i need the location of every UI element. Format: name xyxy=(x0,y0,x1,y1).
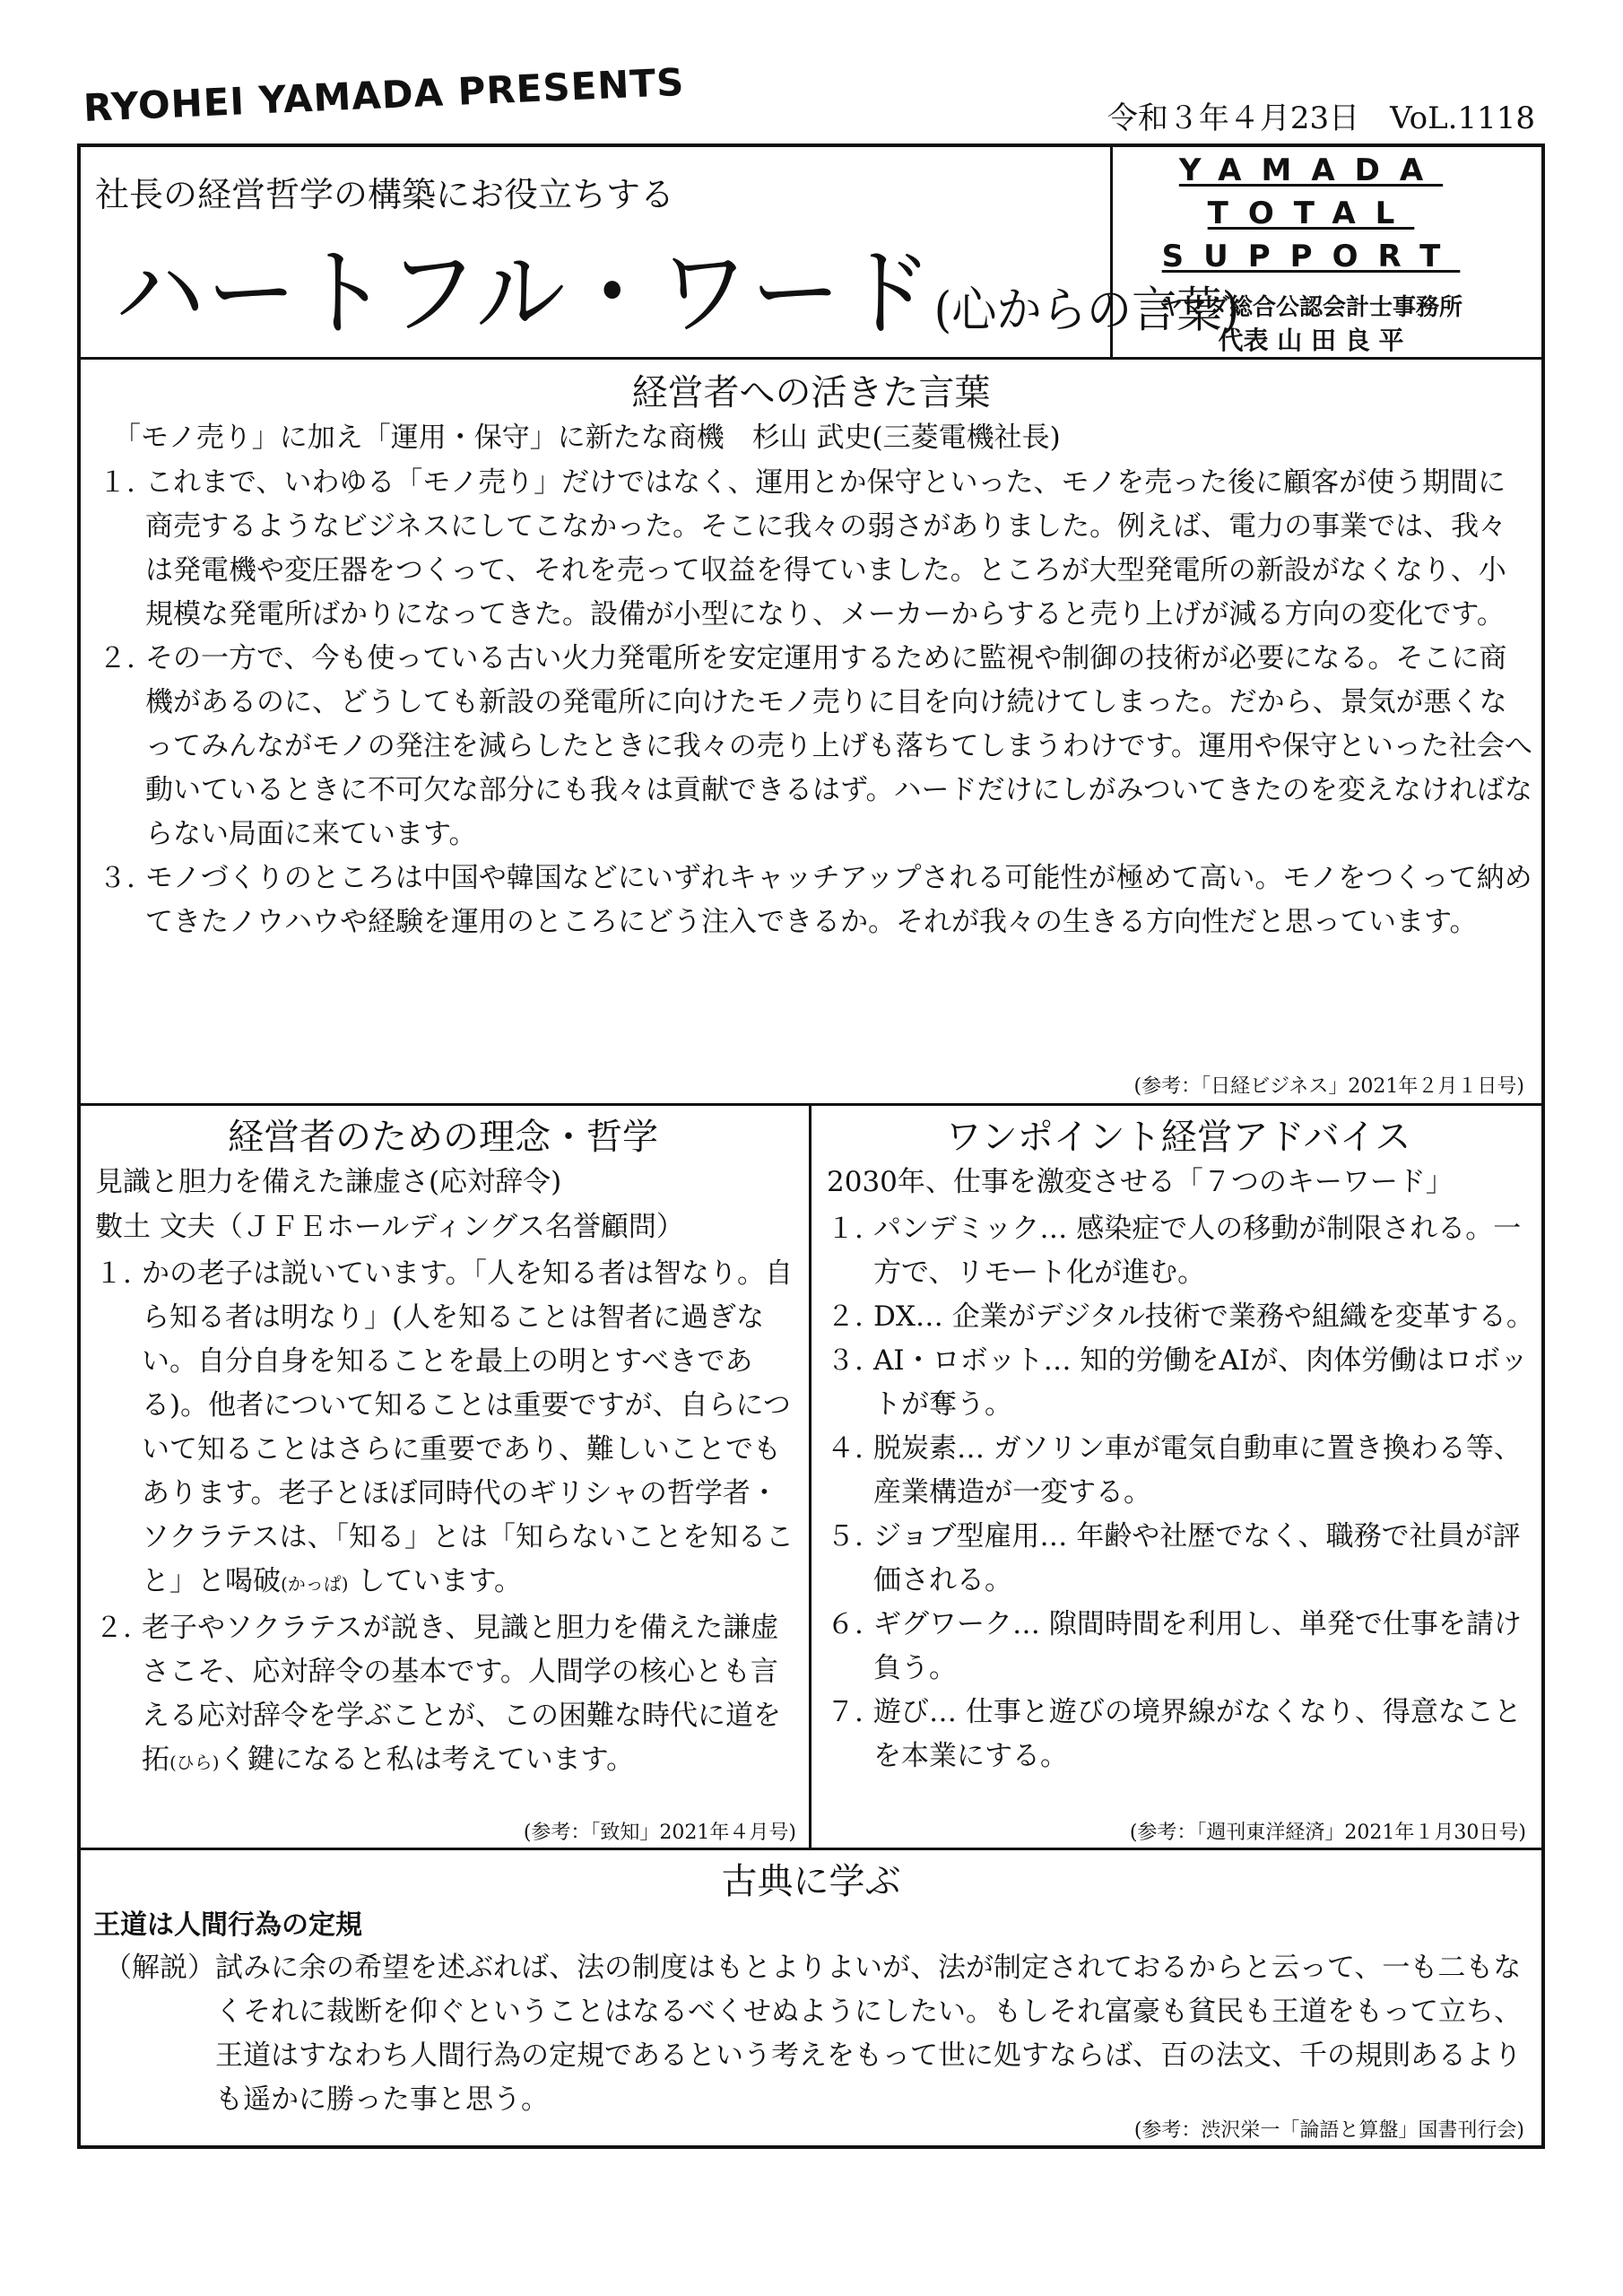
subtitle: 社長の経営哲学の構築にお役立ちする xyxy=(95,175,675,214)
company-line1 xyxy=(1132,152,1490,188)
issue-date: 令和３年４月23日 VoL.1118 xyxy=(1107,100,1535,136)
section2-reference: (参考：「致知」2021年４月号) xyxy=(523,1822,796,1844)
item-number: ３. xyxy=(99,862,135,894)
section1-list xyxy=(99,461,1533,944)
company-line2 xyxy=(1132,196,1490,231)
section3-reference: (参考：「週刊東洋経済」2021年１月30日号) xyxy=(1129,1822,1526,1844)
company-line3 xyxy=(1132,239,1490,274)
list-item xyxy=(99,857,1533,944)
section4-title: 古典に学ぶ xyxy=(721,1861,901,1902)
item-number: ２. xyxy=(95,1612,132,1644)
section2-title: 経営者のための理念・哲学 xyxy=(228,1117,658,1158)
list-item xyxy=(827,1427,1535,1515)
section1-reference: (参考：「日経ビジネス」2021年２月１日号) xyxy=(1133,1075,1524,1098)
item-number: ３. xyxy=(827,1344,864,1377)
item-number: ４. xyxy=(827,1432,864,1465)
company-line2-text: TOTAL xyxy=(1207,196,1415,231)
item-text-tail: しています。 xyxy=(348,1565,522,1597)
main-title-text: ハートフル・ワード xyxy=(115,238,934,350)
item-text: これまで、いわゆる「モノ売り」だけではなく、運用とか保守といった、モノを売った後に顧客が使う期間に商売するようなビジネスにしてこなかった。そこに我々の弱さがありました。例えば、電力の事業では、我々は発電機や変圧器をつくって、それを売って収益を得ていました。ところが大型発電所の新設がなくなり、小規模な発電所ばかりになってきた。設備が小型になり、メーカーからすると売り上げが減る方向の変化です。 xyxy=(145,466,1507,631)
section4-reference: (参考：渋沢栄一「論語と算盤」国書刊行会) xyxy=(1133,2119,1524,2142)
item-number: １. xyxy=(95,1257,132,1290)
section1-title: 経営者への活きた言葉 xyxy=(631,372,991,413)
item-text: AI・ロボット… 知的労働をAIが、肉体労働はロボットが奪う。 xyxy=(873,1344,1529,1421)
list-item xyxy=(95,1606,800,1785)
main-title xyxy=(115,215,1239,354)
presents-label: RYOHEI YAMADA PRESENTS xyxy=(82,59,686,130)
item-number: ７. xyxy=(827,1696,864,1728)
item-text: 脱炭素… ガソリン車が電気自動車に置き換わる等、産業構造が一変する。 xyxy=(873,1432,1522,1509)
section4-label: （解説） xyxy=(104,1952,215,1984)
main-title-paren: (心からの言葉) xyxy=(933,282,1240,338)
item-number: ６. xyxy=(827,1608,864,1640)
office-name: ヤマダ総合公認会計士事務所 xyxy=(1159,294,1462,321)
list-item xyxy=(827,1295,1535,1339)
ruby-kappa: (かっぱ) xyxy=(281,1573,349,1595)
list-item xyxy=(99,461,1533,637)
item-text: ギグワーク… 隙間時間を利用し、単発で仕事を請け負う。 xyxy=(873,1608,1522,1684)
section4-headline: 王道は人間行為の定規 xyxy=(93,1909,362,1941)
divider-columns-bottom xyxy=(77,1848,1545,1850)
item-number: １. xyxy=(827,1213,864,1245)
item-text: かの老子は説いています。「人を知る者は智なり。自ら知る者は明なり」(人を知ることは智者に過ぎない。自分自身を知ることを最上の明とすべきである)。他者について知ることは重要ですが、自らについて知ることはさらに重要であり、難しいことでもあります。老子とほぼ同時代のギリシャの哲学者・ソクラテスは、「知る」とは「知らないことを知ること」と喝破 xyxy=(142,1257,794,1597)
section3-title: ワンポイント経営アドバイス xyxy=(945,1117,1411,1158)
section3-headline: 2030年、仕事を激変させる「７つのキーワード」 xyxy=(827,1166,1454,1198)
item-number: ５. xyxy=(827,1520,864,1552)
item-text: ジョブ型雇用… 年齢や社歴でなく、職務で社員が評価される。 xyxy=(873,1520,1521,1596)
list-item xyxy=(95,1252,800,1606)
item-text-tail: く鍵になると私は考えています。 xyxy=(219,1744,635,1776)
section2-headline1: 見識と胆力を備えた謙虚さ(応対辞令) xyxy=(95,1166,562,1198)
list-item xyxy=(827,1603,1535,1691)
item-number: １. xyxy=(99,466,135,499)
list-item xyxy=(827,1691,1535,1779)
list-item xyxy=(99,637,1533,857)
item-number: ２. xyxy=(827,1300,864,1333)
item-text: DX… 企業がデジタル技術で業務や組織を変革する。 xyxy=(873,1300,1534,1333)
section2-list xyxy=(95,1252,800,1785)
section2-headline2: 數土 文夫（ＪＦＥホールディングス名誉顧問） xyxy=(95,1211,684,1243)
list-item xyxy=(827,1207,1535,1295)
item-number: ２. xyxy=(99,642,135,674)
company-line3-text: SUPPORT xyxy=(1161,239,1461,274)
item-text: 遊び… 仕事と遊びの境界線がなくなり、得意なことを本業にする。 xyxy=(873,1696,1522,1772)
divider-header xyxy=(77,357,1545,360)
item-text: 老子やソクラテスが説き、見識と胆力を備えた謙虚さこそ、応対辞令の基本です。人間学の核心とも言える応対辞令を学ぶことが、この困難な時代に道を拓 xyxy=(142,1612,781,1776)
item-text: モノづくりのところは中国や韓国などにいずれキャッチアップされる可能性が極めて高い。モノをつくって納めてきたノウハウや経験を運用のところにどう注入できるか。それが我々の生きる方向性だと思っています。 xyxy=(145,862,1532,938)
list-item xyxy=(827,1515,1535,1603)
company-line1-text: YAMADA xyxy=(1178,152,1444,188)
item-text: その一方で、今も使っている古い火力発電所を安定運用するために監視や制御の技術が必要になる。そこに商機があるのに、どうしても新設の発電所に向けたモノ売りに目を向け続けてしまった。だから、景気が悪くなってみんながモノの発注を減らしたときに我々の売り上げも落ちてしまうわけです。運用や保守といった社会へ動いているときに不可欠な部分にも我々は貢献できるはず。ハードだけにしがみついてきたのを変えなければならない局面に来ています。 xyxy=(145,642,1532,850)
section3-list xyxy=(827,1207,1535,1779)
section4-text: 試みに余の希望を述ぶれば、法の制度はもとよりよいが、法が制定されておるからと云って、一も二もなくそれに裁断を仰ぐということはなるべくせぬようにしたい。もしそれ富豪も貧民も王道をもって立ち、王道はすなわち人間行為の定規であるという考えをもって世に処すならば、百の法文、千の規則あるよりも遥かに勝った事と思う。 xyxy=(215,1952,1522,2116)
divider-columns xyxy=(809,1103,812,1849)
representative: 代表 山 田 良 平 xyxy=(1218,326,1404,355)
section1-headline: 「モノ売り」に加え「運用・保守」に新たな商機 杉山 武史(三菱電機社長) xyxy=(113,422,1061,454)
ruby-hira: (ひら) xyxy=(169,1752,220,1773)
item-text: パンデミック… 感染症で人の移動が制限される。一方で、リモート化が進む。 xyxy=(873,1213,1522,1289)
list-item xyxy=(827,1339,1535,1427)
